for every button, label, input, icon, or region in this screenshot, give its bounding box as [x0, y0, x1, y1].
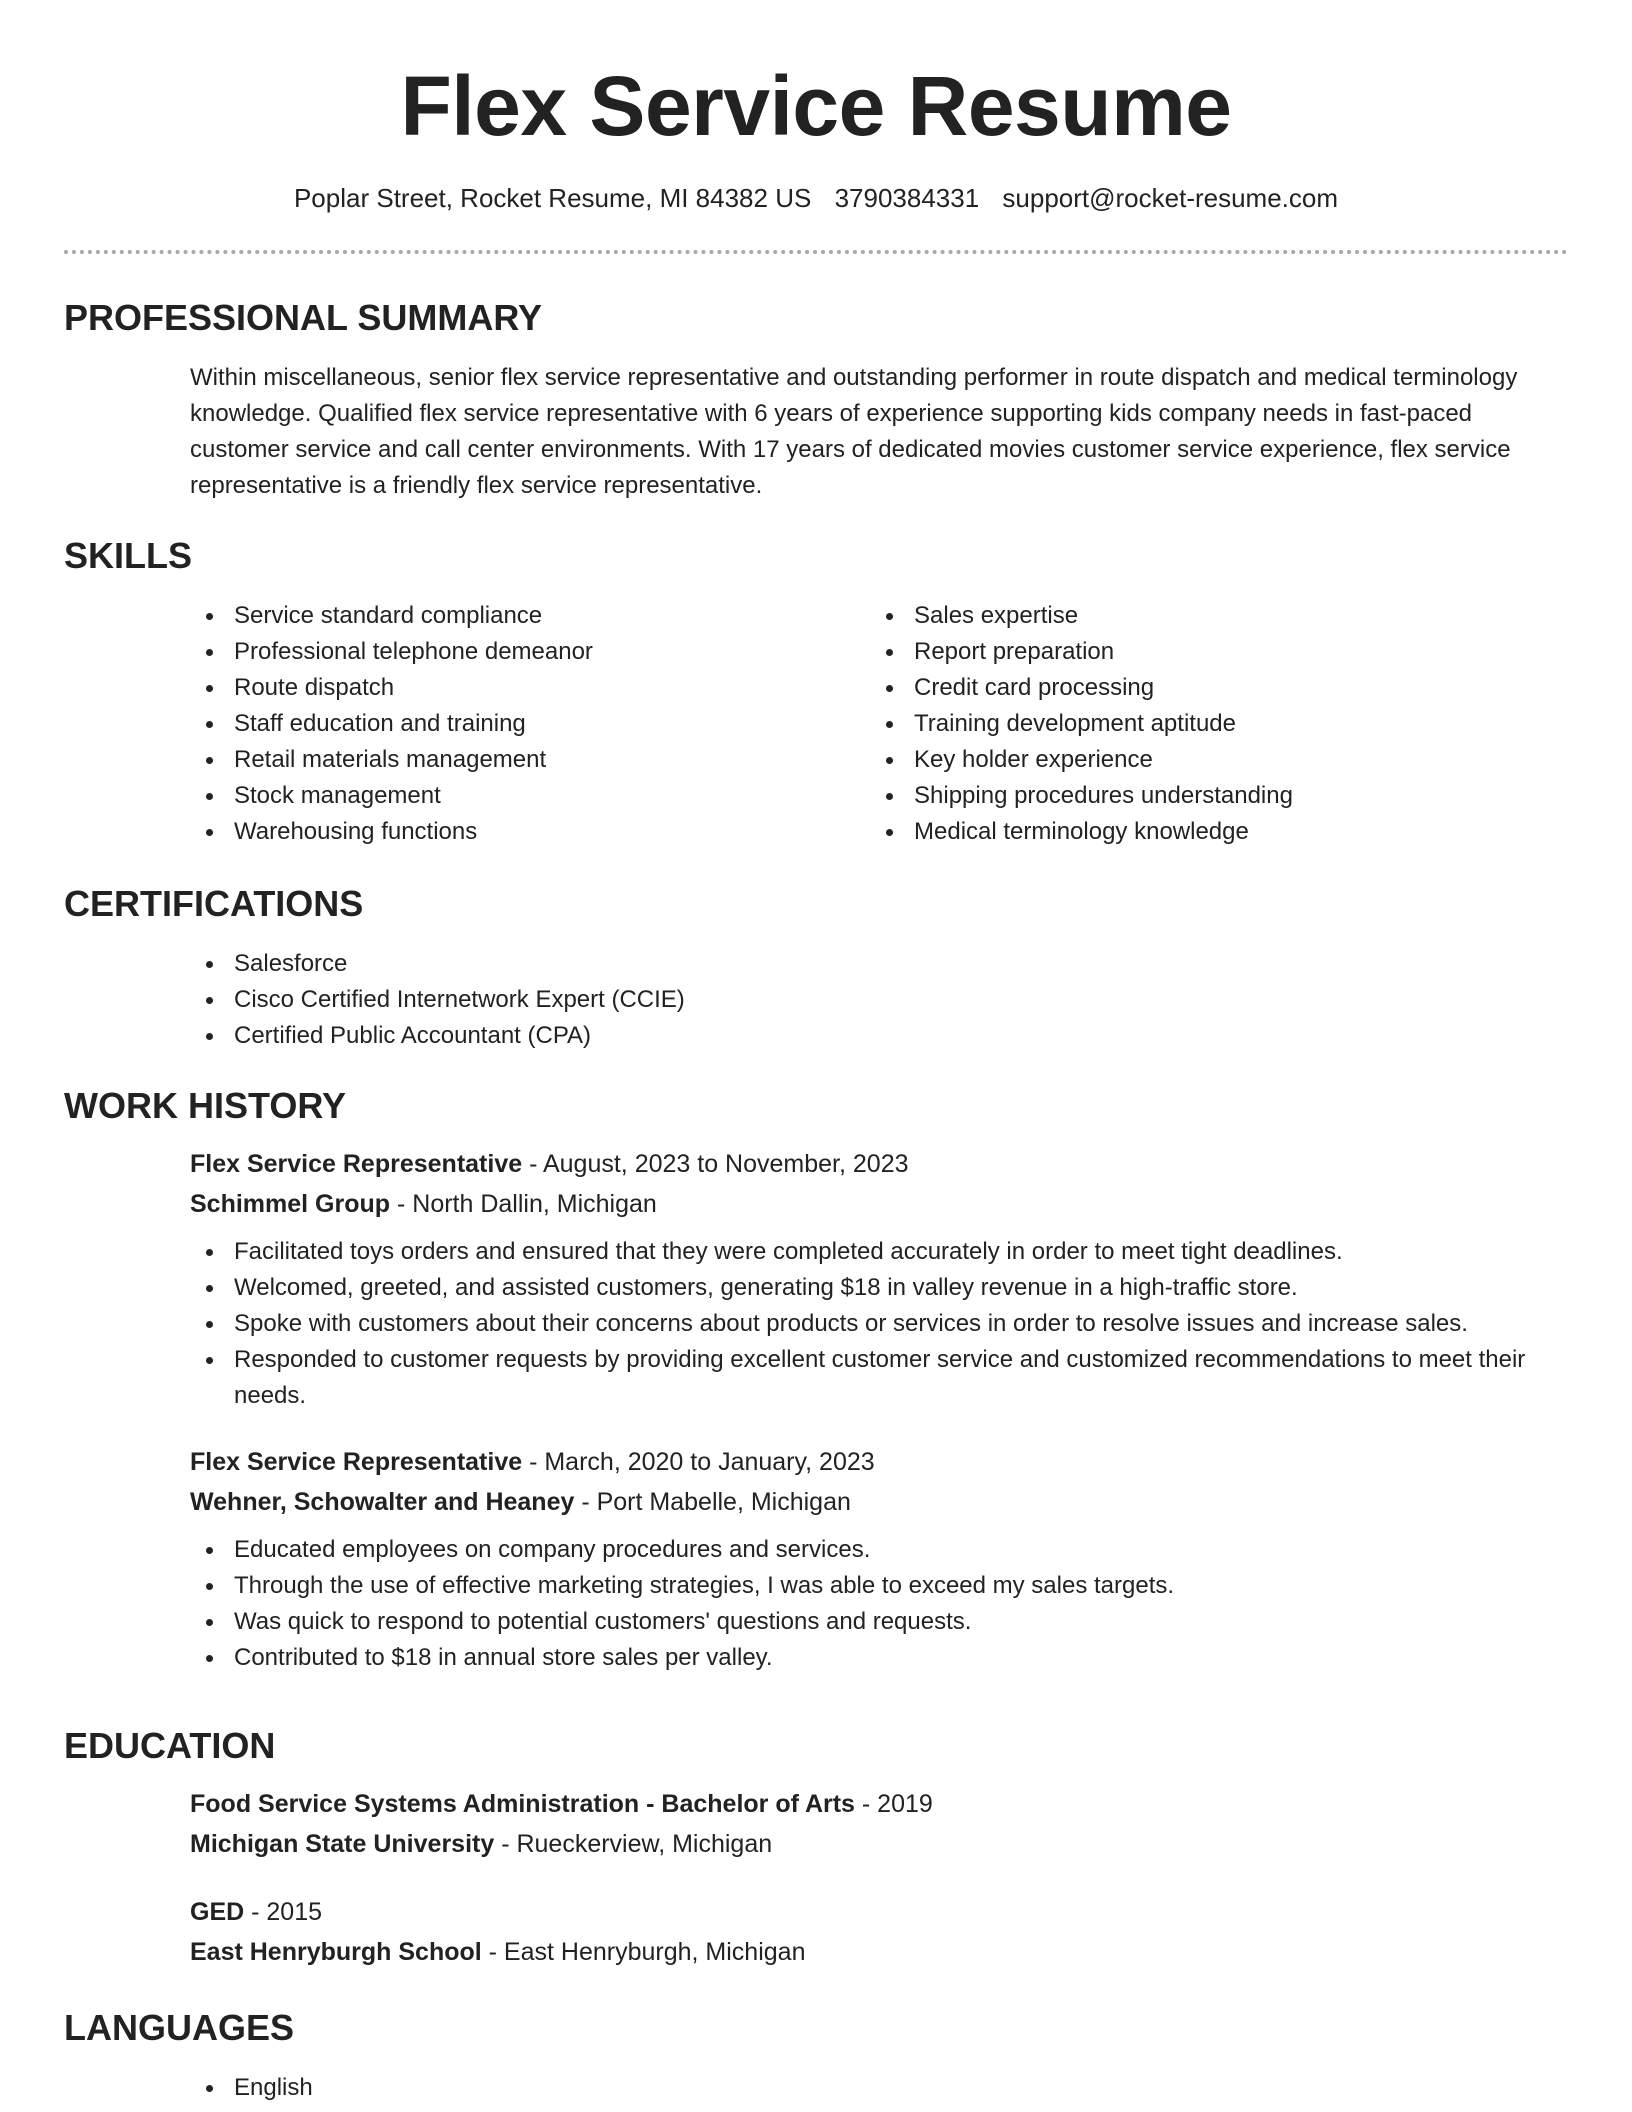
list-item: Training development aptitude [870, 706, 1550, 742]
education-entry [190, 1892, 1560, 1972]
list-item: Staff education and training [190, 706, 870, 742]
list-item: Facilitated toys orders and ensured that they were completed accurately in order to meet tight deadlines. [190, 1234, 1560, 1270]
skills-left-list [190, 598, 870, 850]
job-title-line [190, 1144, 1560, 1184]
list-item: Service standard compliance [190, 598, 870, 634]
work-heading: WORK HISTORY [64, 1085, 347, 1126]
education-year: - 2015 [244, 1898, 323, 1926]
list-item: Educated employees on company procedures and services. [190, 1532, 1560, 1568]
list-item: Certified Public Accountant (CPA) [190, 1018, 1560, 1054]
skills-heading: SKILLS [64, 535, 193, 576]
list-item: Sales expertise [870, 598, 1550, 634]
job-company-line [190, 1482, 1560, 1522]
summary-heading: PROFESSIONAL SUMMARY [64, 297, 543, 338]
languages-list [190, 2070, 1560, 2106]
skills-body [190, 598, 1560, 850]
list-item: Report preparation [870, 634, 1550, 670]
list-item: Responded to customer requests by providing excellent customer service and customized recommendations to meet their needs. [190, 1342, 1560, 1414]
job-dates: - March, 2020 to January, 2023 [522, 1448, 875, 1476]
list-item: Retail materials management [190, 742, 870, 778]
skills-right-list [870, 598, 1550, 850]
languages-heading: LANGUAGES [64, 2007, 295, 2048]
job-bullets [190, 1532, 1560, 1676]
list-item: Spoke with customers about their concerns about products or services in order to resolve issues and increase sales. [190, 1306, 1560, 1342]
contact-phone: 3790384331 [834, 183, 980, 213]
education-school: Michigan State University [190, 1830, 495, 1858]
job-title: Flex Service Representative [190, 1448, 523, 1476]
job-company: Schimmel Group [190, 1190, 391, 1218]
education-entry [190, 1784, 1560, 1864]
job-location: - North Dallin, Michigan [390, 1190, 657, 1218]
job-company: Wehner, Schowalter and Heaney [190, 1488, 575, 1516]
job-title-line [190, 1442, 1560, 1482]
summary-text: Within miscellaneous, senior flex service representative and outstanding performer in route dispatch and medical terminology knowledge. Qualified flex service representative with 6 years of experience supporting kids company needs in fast-paced customer service and call center environments. With 17 years of dedicated movies customer service experience, flex service representative is a friendly flex service representative. [190, 364, 1518, 499]
job-entry [190, 1442, 1560, 1676]
education-degree-line [190, 1892, 1560, 1932]
list-item: Cisco Certified Internetwork Expert (CCIE) [190, 982, 1560, 1018]
list-item: Professional telephone demeanor [190, 634, 870, 670]
education-location: - Rueckerview, Michigan [494, 1830, 773, 1858]
list-item: Warehousing functions [190, 814, 870, 850]
contact-address: Poplar Street, Rocket Resume, MI 84382 US [293, 183, 812, 213]
education-body [190, 1784, 1560, 2000]
list-item: English [190, 2070, 1560, 2106]
list-item: Through the use of effective marketing strategies, I was able to exceed my sales targets. [190, 1568, 1560, 1604]
list-item: Contributed to $18 in annual store sales per valley. [190, 1640, 1560, 1676]
languages-body [190, 2070, 1560, 2106]
education-school: East Henryburgh School [190, 1938, 482, 1966]
contact-line [0, 180, 1632, 216]
certifications-body [190, 946, 1560, 1054]
education-school-line [190, 1824, 1560, 1864]
list-item: Credit card processing [870, 670, 1550, 706]
list-item: Salesforce [190, 946, 1560, 982]
education-heading: EDUCATION [64, 1725, 276, 1766]
list-item: Key holder experience [870, 742, 1550, 778]
list-item: Was quick to respond to potential customers' questions and requests. [190, 1604, 1560, 1640]
list-item: Route dispatch [190, 670, 870, 706]
list-item: Welcomed, greeted, and assisted customers, generating $18 in valley revenue in a high-traffic store. [190, 1270, 1560, 1306]
certifications-heading: CERTIFICATIONS [64, 883, 364, 924]
job-location: - Port Mabelle, Michigan [574, 1488, 851, 1516]
list-item: Medical terminology knowledge [870, 814, 1550, 850]
work-body [190, 1144, 1560, 1704]
list-item: Shipping procedures understanding [870, 778, 1550, 814]
education-location: - East Henryburgh, Michigan [481, 1938, 806, 1966]
certifications-list [190, 946, 1560, 1054]
header-divider [64, 250, 1568, 254]
summary-body [190, 360, 1560, 504]
education-school-line [190, 1932, 1560, 1972]
list-item: Stock management [190, 778, 870, 814]
job-title: Flex Service Representative [190, 1150, 523, 1178]
job-company-line [190, 1184, 1560, 1224]
education-degree-line [190, 1784, 1560, 1824]
job-dates: - August, 2023 to November, 2023 [522, 1150, 909, 1178]
contact-email: support@rocket-resume.com [1002, 183, 1339, 213]
resume-title: Flex Service Resume [400, 59, 1232, 153]
education-year: - 2019 [854, 1790, 933, 1818]
education-degree: GED [190, 1898, 245, 1926]
job-entry [190, 1144, 1560, 1414]
job-bullets [190, 1234, 1560, 1414]
education-degree: Food Service Systems Administration - Bachelor of Arts [190, 1790, 855, 1818]
